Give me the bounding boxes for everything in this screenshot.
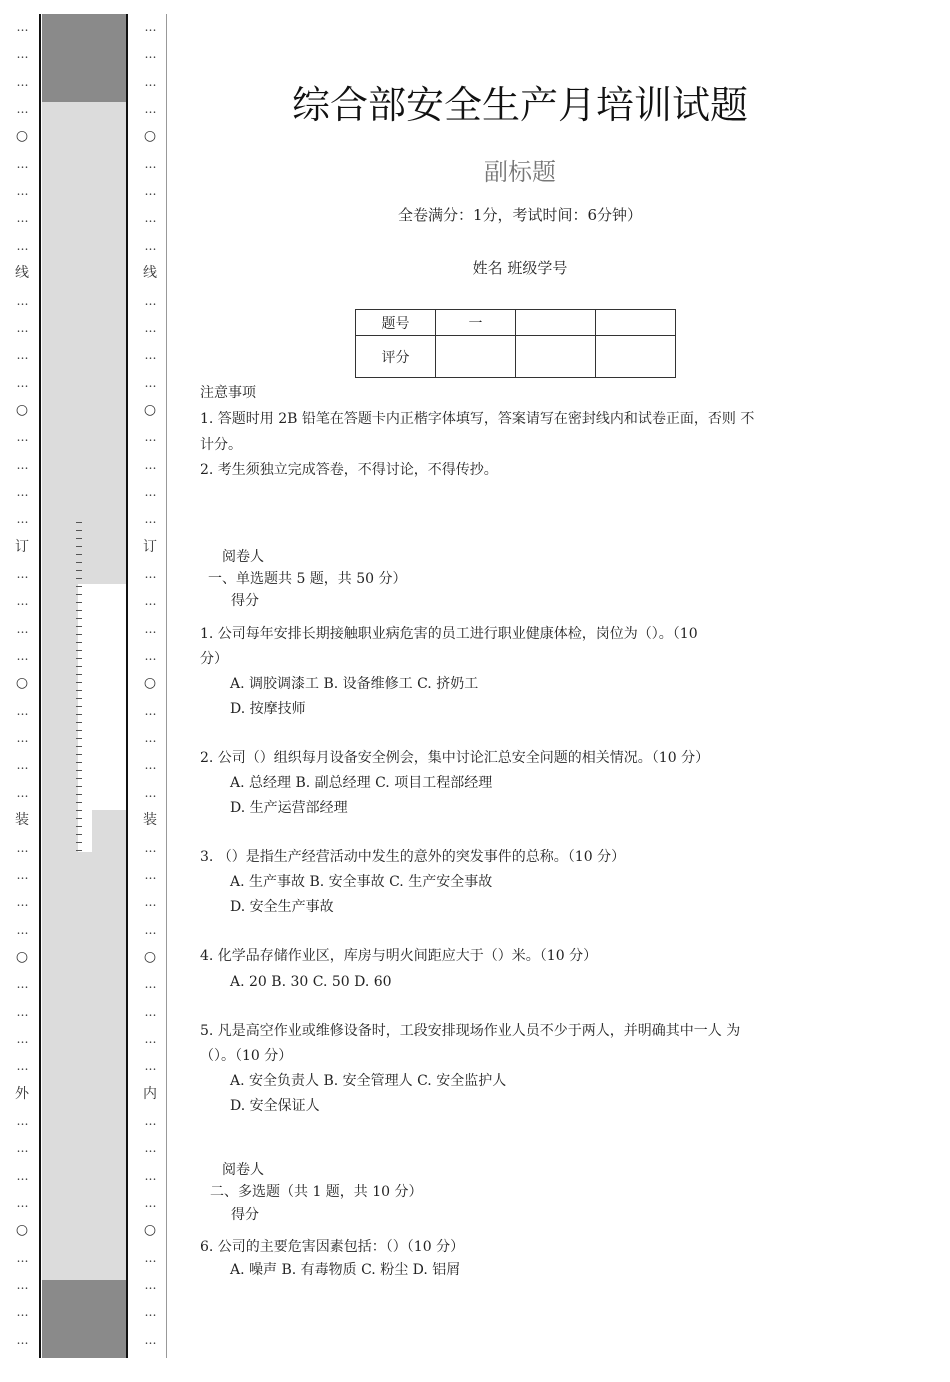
notice-item-2: 2. 考生须独立完成答卷，不得讨论，不得传抄。 bbox=[200, 462, 498, 478]
binding-dots: … bbox=[144, 1031, 156, 1046]
binding-dots: … bbox=[144, 457, 156, 472]
binding-dots: … bbox=[16, 74, 28, 89]
binding-dots: … bbox=[16, 102, 28, 117]
binding-dots: … bbox=[16, 922, 28, 937]
binding-dots: … bbox=[144, 1305, 156, 1320]
page-subtitle: 副标题 bbox=[484, 158, 556, 186]
binding-dots: … bbox=[16, 1059, 28, 1074]
binding-dots: … bbox=[16, 184, 28, 199]
binding-dots: … bbox=[16, 375, 28, 390]
binding-dots: … bbox=[144, 1004, 156, 1019]
binding-dots: … bbox=[16, 895, 28, 910]
binding-dots: … bbox=[16, 1196, 28, 1211]
question-6: 6. 公司的主要危害因素包括：（）（10 分） bbox=[200, 1239, 465, 1255]
binding-label: 线 bbox=[143, 265, 157, 282]
score-table-cell bbox=[516, 336, 596, 378]
binding-dots: … bbox=[144, 621, 156, 636]
binding-dots: … bbox=[16, 840, 28, 855]
binding-dots: … bbox=[16, 238, 28, 253]
binding-dots: … bbox=[144, 1332, 156, 1347]
binding-circle: ○ bbox=[15, 675, 29, 692]
question-1-cont: 分） bbox=[200, 651, 228, 667]
binding-dots: … bbox=[144, 430, 156, 445]
binding-dots: … bbox=[144, 594, 156, 609]
exam-info: 全卷满分：1分，考试时间：6分钟） bbox=[397, 206, 643, 224]
binding-dots: … bbox=[144, 649, 156, 664]
binding-circle: ○ bbox=[143, 1222, 157, 1239]
binding-dots: … bbox=[16, 758, 28, 773]
binding-dots: … bbox=[144, 1114, 156, 1128]
binding-dots: … bbox=[16, 594, 28, 609]
binding-dots: … bbox=[144, 758, 156, 773]
binding-dots: … bbox=[144, 211, 156, 226]
binding-circle: ○ bbox=[15, 948, 29, 965]
binding-dots: … bbox=[144, 375, 156, 390]
binding-dots: … bbox=[144, 348, 156, 363]
binding-tick-marks bbox=[76, 522, 82, 852]
score-table-cell bbox=[596, 336, 676, 378]
binding-dots: … bbox=[144, 703, 156, 718]
binding-dots: … bbox=[16, 731, 28, 746]
binding-dots: … bbox=[144, 867, 156, 882]
section1-heading: 一、单选题共 5 题，共 50 分） bbox=[208, 571, 407, 587]
binding-label: 线 bbox=[15, 265, 29, 282]
question-5-options-cont: D. 安全保证人 bbox=[230, 1098, 320, 1114]
binding-line-outer bbox=[39, 14, 41, 1358]
score-table-cell: 一 bbox=[436, 310, 516, 336]
score-table-cell: 评分 bbox=[356, 336, 436, 378]
binding-dots: … bbox=[16, 977, 28, 992]
section2-heading: 二、多选题（共 1 题，共 10 分） bbox=[210, 1184, 423, 1200]
binding-dots: … bbox=[16, 785, 28, 800]
notice-title: 注意事项 bbox=[200, 385, 256, 401]
binding-dots: … bbox=[144, 184, 156, 199]
score-table-cell bbox=[596, 310, 676, 336]
binding-dots: … bbox=[144, 1059, 156, 1074]
binding-label: 内 bbox=[143, 1085, 157, 1102]
binding-dots: … bbox=[144, 895, 156, 910]
notice-item-1-cont: 计分。 bbox=[200, 437, 242, 453]
binding-circle: ○ bbox=[15, 128, 29, 145]
binding-dots: … bbox=[16, 1278, 28, 1293]
binding-dots: … bbox=[16, 1141, 28, 1156]
question-3: 3. （）是指生产经营活动中发生的意外的突发事件的总称。（10 分） bbox=[200, 849, 626, 865]
binding-dots: … bbox=[144, 512, 156, 527]
question-3-options: A. 生产事故 B. 安全事故 C. 生产安全事故 bbox=[230, 874, 493, 890]
binding-dots: … bbox=[144, 74, 156, 89]
binding-dots: … bbox=[16, 867, 28, 882]
binding-dots: … bbox=[144, 922, 156, 937]
question-4-options: A. 20 B. 30 C. 50 D. 60 bbox=[230, 974, 392, 990]
binding-dots: … bbox=[144, 238, 156, 253]
question-2: 2. 公司（）组织每月设备安全例会，集中讨论汇总安全问题的相关情况。（10 分） bbox=[200, 750, 710, 766]
score-table-cell bbox=[516, 310, 596, 336]
binding-white-block bbox=[78, 584, 126, 810]
binding-label: 订 bbox=[15, 538, 29, 555]
binding-dots: … bbox=[16, 1114, 28, 1128]
binding-dots: … bbox=[144, 320, 156, 335]
binding-dots: … bbox=[144, 1168, 156, 1183]
binding-circle: ○ bbox=[143, 675, 157, 692]
section2-grader-label: 阅卷人 bbox=[222, 1162, 264, 1178]
binding-dots: … bbox=[16, 1250, 28, 1265]
question-5: 5. 凡是高空作业或维修设备时，工段安排现场作业人员不少于两人，并明确其中一人 为 bbox=[200, 1023, 741, 1039]
notice-item-1: 1. 答题时用 2B 铅笔在答题卡内正楷字体填写，答案请写在密封线内和试卷正面，否则 不 bbox=[200, 411, 755, 427]
binding-dots: … bbox=[144, 47, 156, 62]
question-2-options: A. 总经理 B. 副总经理 C. 项目工程部经理 bbox=[230, 775, 493, 791]
binding-dots: … bbox=[16, 1031, 28, 1046]
binding-dots: … bbox=[16, 621, 28, 636]
binding-dots: … bbox=[16, 47, 28, 62]
section2-score-label: 得分 bbox=[231, 1207, 259, 1223]
binding-dots: … bbox=[16, 1305, 28, 1320]
question-1-options-cont: D. 按摩技师 bbox=[230, 701, 306, 717]
binding-dots: … bbox=[144, 785, 156, 800]
binding-dots: … bbox=[144, 20, 156, 34]
binding-line-edge bbox=[166, 14, 167, 1358]
question-1-options: A. 调胶调漆工 B. 设备维修工 C. 挤奶工 bbox=[230, 676, 479, 692]
section1-score-label: 得分 bbox=[231, 593, 259, 609]
binding-circle: ○ bbox=[143, 128, 157, 145]
score-table-cell bbox=[436, 336, 516, 378]
student-info: 姓名 班级学号 bbox=[472, 259, 568, 277]
question-6-options: A. 噪声 B. 有毒物质 C. 粉尘 D. 铝屑 bbox=[230, 1262, 461, 1278]
question-1: 1. 公司每年安排长期接触职业病危害的员工进行职业健康体检，岗位为（）。（10 bbox=[200, 626, 698, 642]
binding-dots: … bbox=[144, 567, 156, 581]
binding-dots: … bbox=[144, 731, 156, 746]
binding-dots: … bbox=[144, 293, 156, 308]
question-5-cont: （）。（10 分） bbox=[200, 1048, 293, 1064]
binding-dots: … bbox=[16, 1004, 28, 1019]
section1-grader-label: 阅卷人 bbox=[222, 549, 264, 565]
binding-circle: ○ bbox=[143, 948, 157, 965]
binding-dots: … bbox=[16, 649, 28, 664]
binding-label: 外 bbox=[15, 1085, 29, 1102]
binding-dots: … bbox=[16, 320, 28, 335]
binding-label: 装 bbox=[143, 812, 157, 829]
binding-dots: … bbox=[16, 512, 28, 527]
binding-label: 装 bbox=[15, 812, 29, 829]
binding-dots: … bbox=[144, 1278, 156, 1293]
binding-dots: … bbox=[16, 430, 28, 445]
binding-circle: ○ bbox=[15, 401, 29, 418]
binding-dots: … bbox=[16, 293, 28, 308]
binding-label: 订 bbox=[143, 538, 157, 555]
question-3-options-cont: D. 安全生产事故 bbox=[230, 899, 334, 915]
page-title: 综合部安全生产月培训试题 bbox=[291, 83, 748, 127]
binding-dots: … bbox=[16, 457, 28, 472]
binding-dots: … bbox=[16, 1332, 28, 1347]
binding-dots: … bbox=[144, 977, 156, 992]
binding-dots: … bbox=[144, 1196, 156, 1211]
question-2-options-cont: D. 生产运营部经理 bbox=[230, 800, 348, 816]
binding-dots: … bbox=[16, 156, 28, 171]
binding-dots: … bbox=[16, 1168, 28, 1183]
binding-dots: … bbox=[16, 20, 28, 34]
binding-dots: … bbox=[144, 1250, 156, 1265]
question-5-options: A. 安全负责人 B. 安全管理人 C. 安全监护人 bbox=[230, 1073, 507, 1089]
binding-dots: … bbox=[144, 1141, 156, 1156]
binding-dots: … bbox=[16, 348, 28, 363]
binding-dots: … bbox=[16, 567, 28, 581]
score-table-cell: 题号 bbox=[356, 310, 436, 336]
binding-dots: … bbox=[144, 156, 156, 171]
binding-dots: … bbox=[144, 484, 156, 499]
binding-circle: ○ bbox=[15, 1222, 29, 1239]
binding-circle: ○ bbox=[143, 401, 157, 418]
binding-dots: … bbox=[144, 840, 156, 855]
binding-dots: … bbox=[144, 102, 156, 117]
binding-dots: … bbox=[16, 211, 28, 226]
binding-dots: … bbox=[16, 703, 28, 718]
binding-top-cap bbox=[42, 14, 126, 102]
question-4: 4. 化学品存储作业区，库房与明火间距应大于（）米。（10 分） bbox=[200, 948, 598, 964]
binding-line-inner bbox=[126, 14, 128, 1358]
binding-bottom-cap bbox=[42, 1280, 126, 1358]
binding-dots: … bbox=[16, 484, 28, 499]
score-table bbox=[355, 309, 676, 378]
